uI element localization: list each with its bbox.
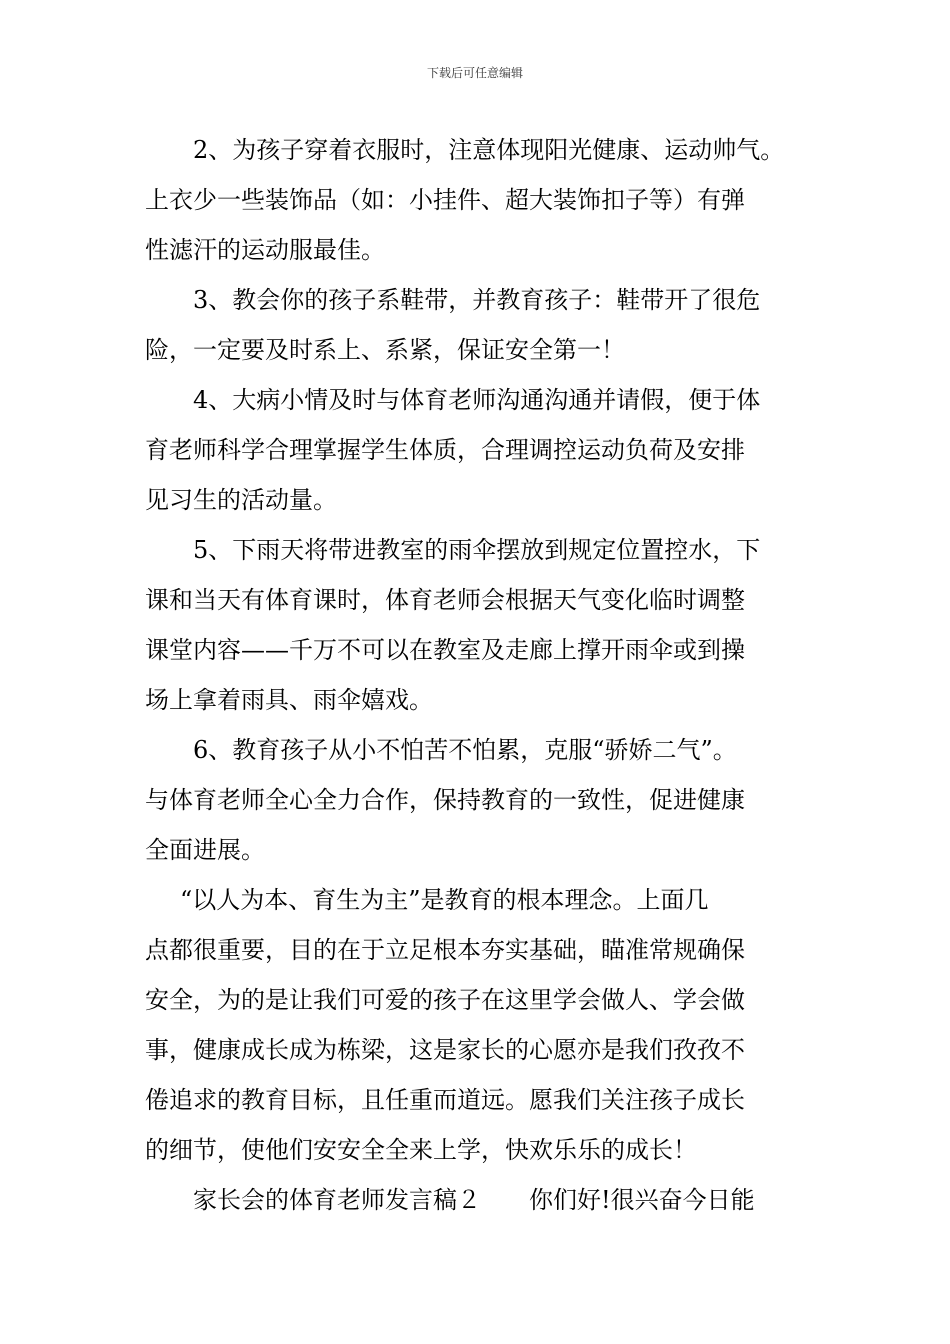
paragraph-line: 场上拿着雨具、雨伞嬉戏。 bbox=[145, 686, 433, 714]
paragraph-line: 课堂内容——千万不可以在教室及走廊上撑开雨伞或到操 bbox=[145, 636, 745, 664]
paragraph-line: 4、大病小情及时与体育老师沟通沟通并请假，便于体 bbox=[193, 386, 761, 414]
paragraph-line: 家长会的体育老师发言稿２ 你们好!很兴奋今日能 bbox=[193, 1186, 755, 1214]
paragraph-line: 的细节，使他们安安全全来上学，快欢乐乐的成长！ bbox=[145, 1136, 697, 1164]
paragraph-line: 安全，为的是让我们可爱的孩子在这里学会做人、学会做 bbox=[145, 986, 745, 1014]
paragraph-line: 倦追求的教育目标，且任重而道远。愿我们关注孩子成长 bbox=[145, 1086, 745, 1114]
paragraph-line: 课和当天有体育课时，体育老师会根据天气变化临时调整 bbox=[145, 586, 745, 614]
page-header: 下载后可任意编辑 bbox=[426, 66, 523, 80]
paragraph-line: 性滤汗的运动服最佳。 bbox=[145, 236, 385, 264]
paragraph-line: 5、下雨天将带进教室的雨伞摆放到规定位置控水，下 bbox=[193, 536, 761, 564]
paragraph-line: 事，健康成长成为栋梁，这是家长的心愿亦是我们孜孜不 bbox=[145, 1036, 745, 1064]
paragraph-line: 6、教育孩子从小不怕苦不怕累，克服“骄娇二气”。 bbox=[193, 736, 737, 764]
paragraph-line: 育老师科学合理掌握学生体质，合理调控运动负荷及安排 bbox=[145, 436, 745, 464]
paragraph-line: 见习生的活动量。 bbox=[145, 486, 337, 514]
paragraph-line: 与体育老师全心全力合作，保持教育的一致性，促进健康 bbox=[145, 786, 745, 814]
paragraph-line: 3、教会你的孩子系鞋带，并教育孩子：鞋带开了很危 bbox=[193, 286, 761, 314]
paragraph-line: 上衣少一些装饰品（如：小挂件、超大装饰扣子等）有弹 bbox=[145, 186, 745, 214]
paragraph-line: 点都很重要，目的在于立足根本夯实基础，瞄准常规确保 bbox=[145, 936, 745, 964]
paragraph-line: “以人为本、育生为主”是教育的根本理念。上面几 bbox=[180, 886, 709, 914]
paragraph-line: 全面进展。 bbox=[145, 836, 265, 864]
paragraph-line: 2、为孩子穿着衣服时，注意体现阳光健康、运动帅气。 bbox=[193, 136, 785, 164]
paragraph-line: 险，一定要及时系上、系紧，保证安全第一！ bbox=[145, 336, 625, 364]
